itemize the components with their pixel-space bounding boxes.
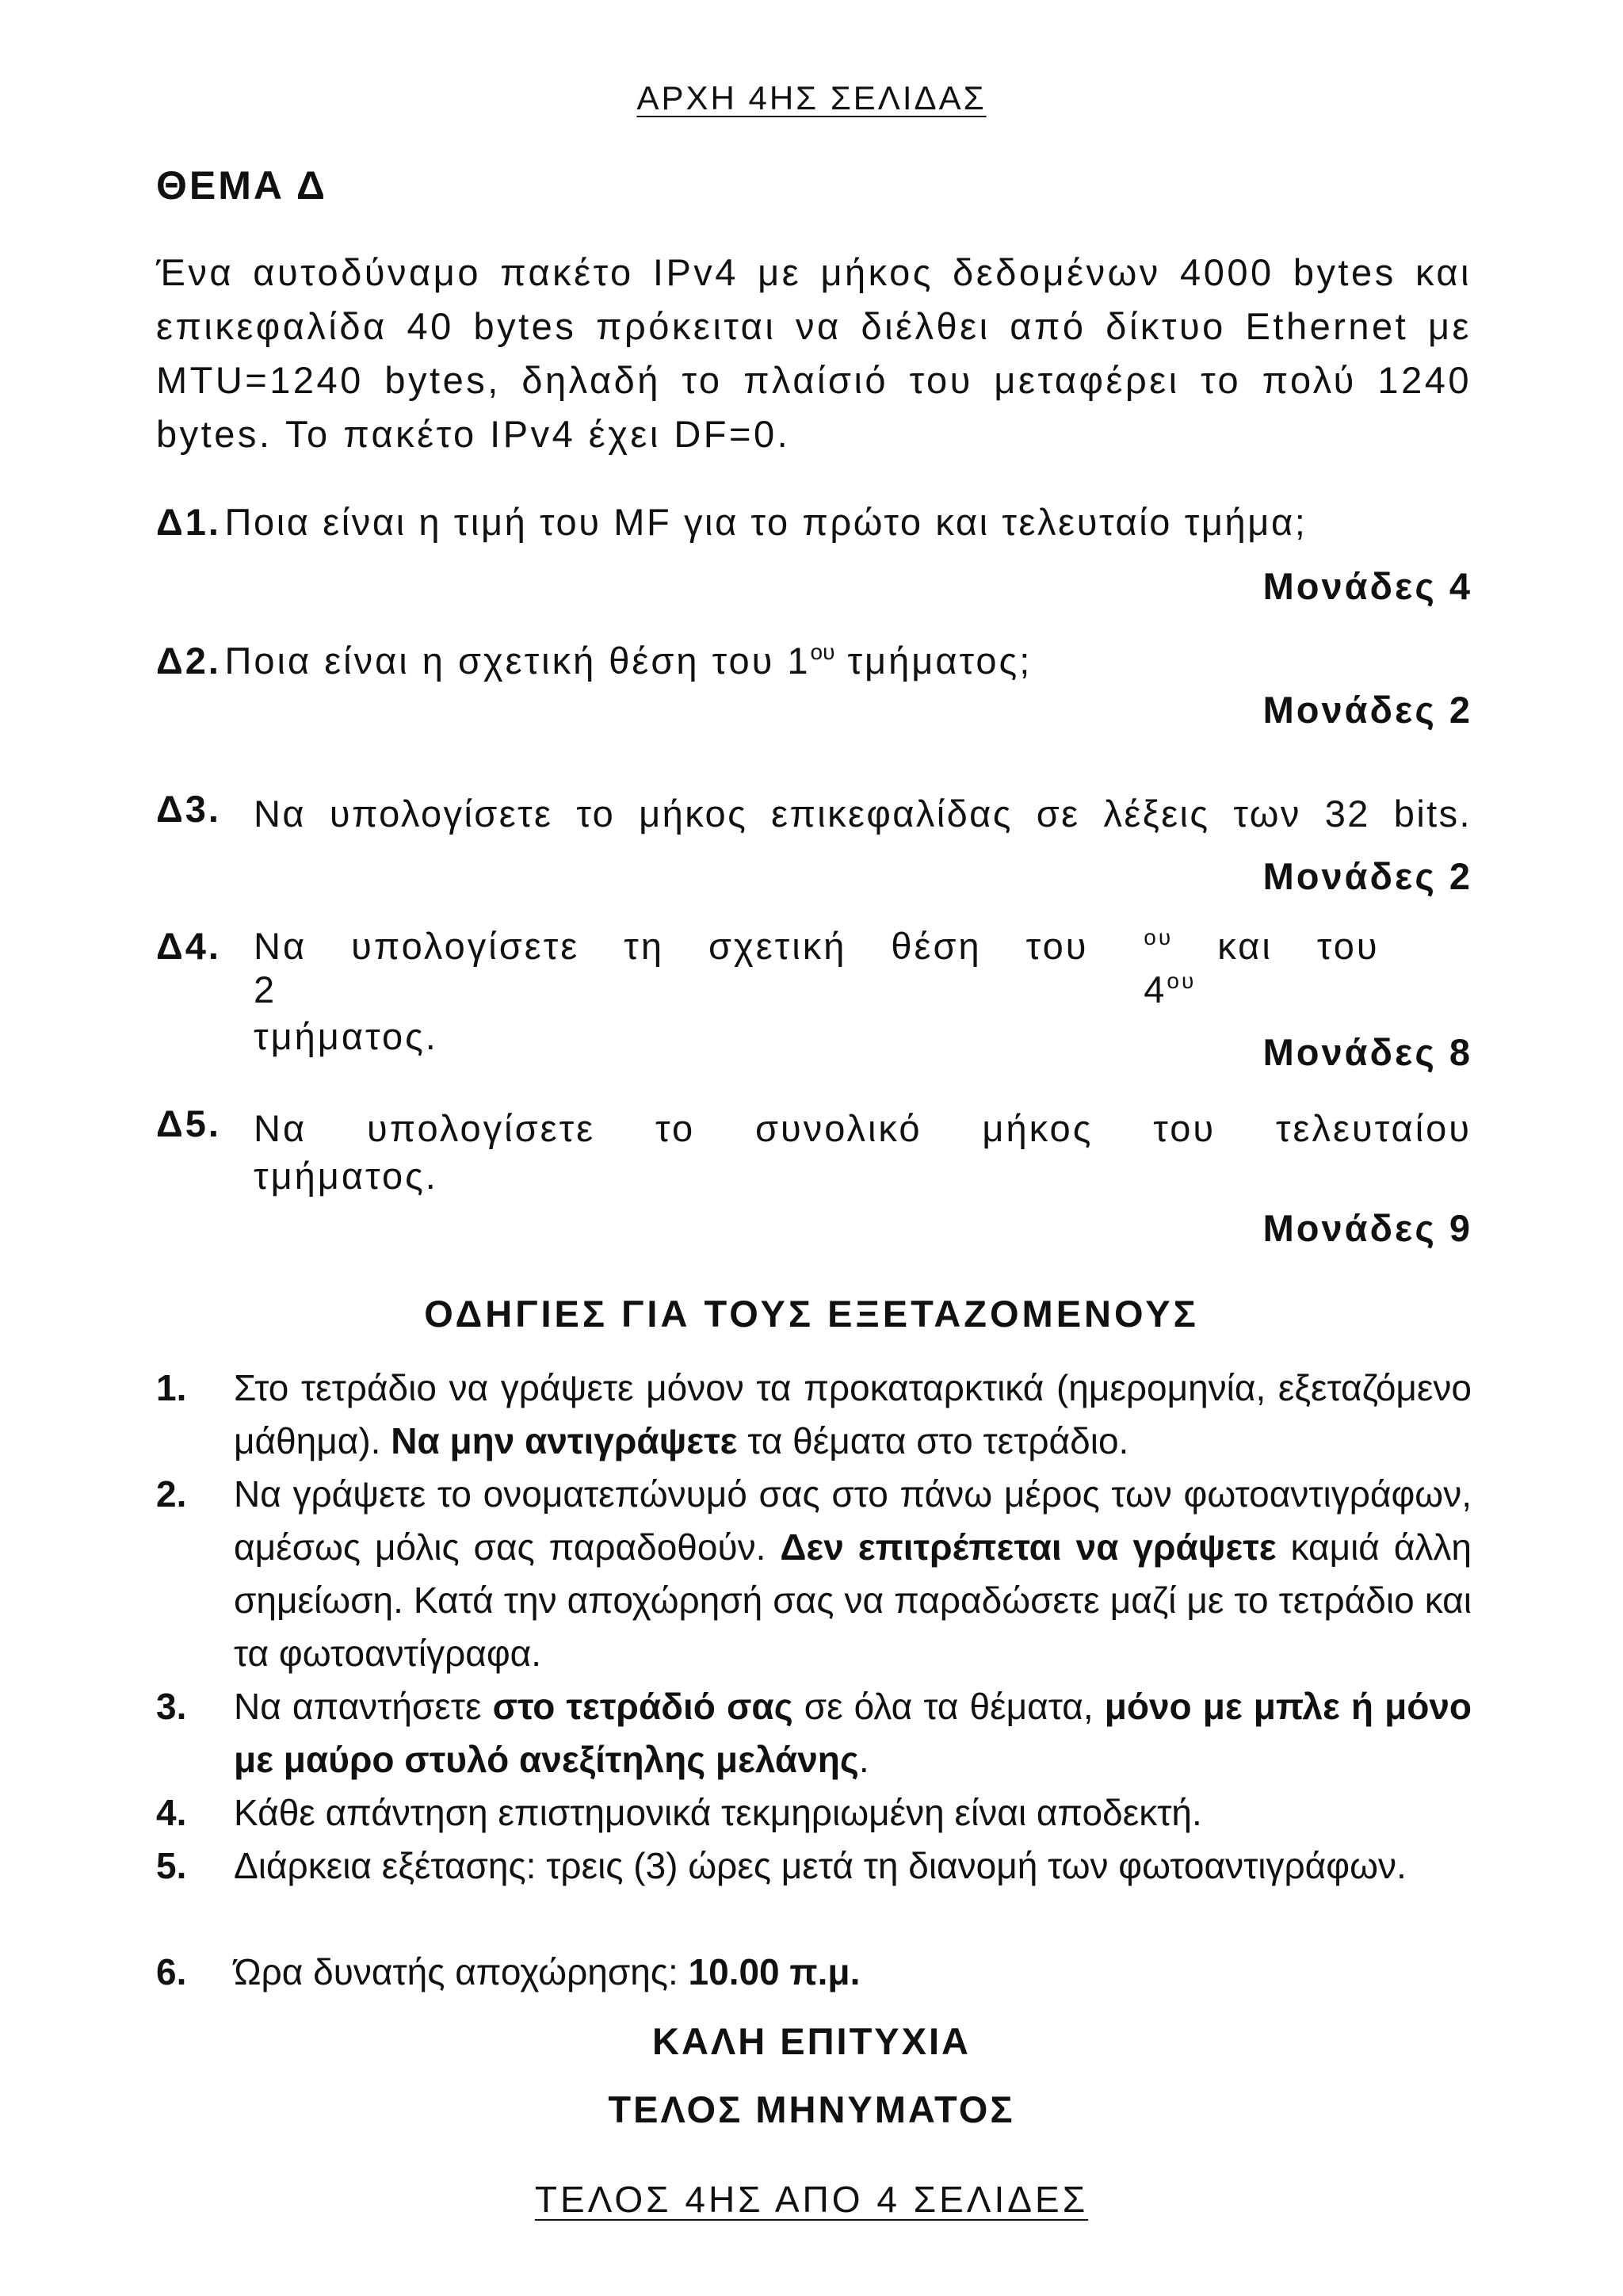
instruction-bold-text: μόνο με μπλε ή μόνο με μαύρο στυλό ανεξίτηλης μελάνης	[234, 1686, 1472, 1780]
question-d1	[156, 495, 1472, 549]
page-header: ΑΡΧΗ 4ΗΣ ΣΕΛΙΔΑΣ	[636, 79, 987, 117]
instruction-item-1	[156, 1362, 1472, 1468]
question-text-part: τμήματος;	[834, 640, 1033, 682]
question-text: Να υπολογίσετε το μήκος επικεφαλίδας σε λέξεις των 32 bits.	[254, 793, 1472, 835]
end-of-message: ΤΕΛΟΣ ΜΗΝΥΜΑΤΟΣ	[608, 2088, 1015, 2130]
question-label: Δ2.	[156, 640, 221, 682]
instruction-text: καμιά άλλη σημείωση. Κατά την αποχώρησή σας να παραδώσετε μαζί με το τετράδιο και τα φωτοαντίγραφα.	[234, 1526, 1472, 1674]
marks-d4: Μονάδες 8	[1262, 1031, 1472, 1073]
marks-d2: Μονάδες 2	[1262, 689, 1472, 731]
question-text-part: τμήματος.	[254, 1155, 438, 1197]
marks-d1: Μονάδες 4	[1262, 565, 1472, 607]
instruction-number: 3.	[156, 1686, 187, 1727]
good-luck: ΚΑΛΗ ΕΠΙΤΥΧΙΑ	[652, 2020, 971, 2062]
question-d2	[156, 634, 1472, 688]
ordinal-suffix: ου	[810, 640, 835, 664]
instruction-item-5	[156, 1839, 1472, 1893]
question-d3	[156, 787, 1472, 841]
instruction-text: Να απαντήσετε	[234, 1686, 493, 1727]
question-label: Δ5.	[156, 1102, 221, 1144]
topic-title: ΘΕΜΑ Δ	[156, 163, 327, 208]
instruction-number: 5.	[156, 1845, 187, 1886]
instruction-bold-text: Δεν επιτρέπεται να γράψετε	[780, 1526, 1277, 1568]
instruction-item-2	[156, 1468, 1472, 1680]
instruction-text: Να γράψετε το ονοματεπώνυμό σας στο πάνω μέρος των φωτοαντιγράφων, αμέσως μόλις σας παραδοθούν.	[234, 1473, 1472, 1568]
instruction-text: Κάθε απάντηση επιστημονικά τεκμηριωμένη είναι αποδεκτή.	[234, 1792, 1202, 1833]
instruction-item-6	[156, 1946, 1472, 1999]
marks-d5: Μονάδες 9	[1262, 1207, 1472, 1249]
question-d5	[156, 1102, 1472, 1198]
instructions-title: ΟΔΗΓΙΕΣ ΓΙΑ ΤΟΥΣ ΕΞΕΤΑΖΟΜΕΝΟΥΣ	[424, 1293, 1199, 1335]
instruction-text: σε όλα τα θέματα,	[792, 1686, 1105, 1727]
ordinal-suffix: ου	[1167, 968, 1197, 993]
question-label: Δ3.	[156, 788, 221, 830]
page-footer: ΤΕΛΟΣ 4ΗΣ ΑΠΟ 4 ΣΕΛΙΔΕΣ	[534, 2179, 1089, 2220]
question-text-part: Ποια είναι η σχετική θέση του 1	[224, 640, 811, 682]
instruction-text: .	[858, 1739, 869, 1780]
question-text-part: Να υπολογίσετε τη σχετική θέση του 2	[254, 925, 1089, 1010]
instruction-number: 4.	[156, 1792, 187, 1833]
instruction-number: 1.	[156, 1367, 187, 1408]
instruction-text: Στο τετράδιο να γράψετε μόνον τα προκαταρκτικά (ημερομηνία, εξεταζόμενο μάθημα).	[234, 1367, 1472, 1461]
question-text: Ποια είναι η τιμή του MF για το πρώτο και τελευταίο τμήμα;	[224, 501, 1308, 543]
instruction-text: τα θέματα στο τετράδιο.	[737, 1420, 1129, 1461]
instruction-bold-text: Να μην αντιγράψετε	[391, 1420, 738, 1461]
question-label: Δ1.	[156, 501, 221, 543]
instruction-number: 2.	[156, 1473, 187, 1515]
instruction-number: 6.	[156, 1951, 187, 1992]
instruction-bold-text: 10.00 π.μ.	[688, 1951, 861, 1992]
topic-intro: Ένα αυτοδύναμο πακέτο IPv4 με μήκος δεδομένων 4000 bytes και επικεφαλίδα 40 bytes πρόκειται να διέλθει από δίκτυο Ethernet με MTU=1240 bytes, δηλαδή το πλαίσιό του μεταφέρει το πολύ 1240 bytes. Το πακέτο IPv4 έχει DF=0.	[156, 251, 1472, 455]
question-text-part: Να υπολογίσετε το συνολικό μήκος του τελευταίου	[254, 1107, 1472, 1149]
instruction-text: Ώρα δυνατής αποχώρησης:	[234, 1951, 689, 1992]
instruction-bold-text: στο τετράδιό σας	[492, 1686, 793, 1727]
instruction-item-4	[156, 1786, 1472, 1839]
instruction-text: Διάρκεια εξέτασης: τρεις (3) ώρες μετά τη διανομή των φωτοαντιγράφων.	[234, 1845, 1407, 1886]
question-text-part: ου	[1144, 925, 1174, 949]
instruction-item-3	[156, 1680, 1472, 1786]
question-label: Δ4.	[156, 925, 221, 967]
question-text-part: και του 4	[1144, 925, 1380, 1010]
marks-d3: Μονάδες 2	[1262, 855, 1472, 897]
question-text-part: τμήματος.	[254, 1015, 438, 1057]
